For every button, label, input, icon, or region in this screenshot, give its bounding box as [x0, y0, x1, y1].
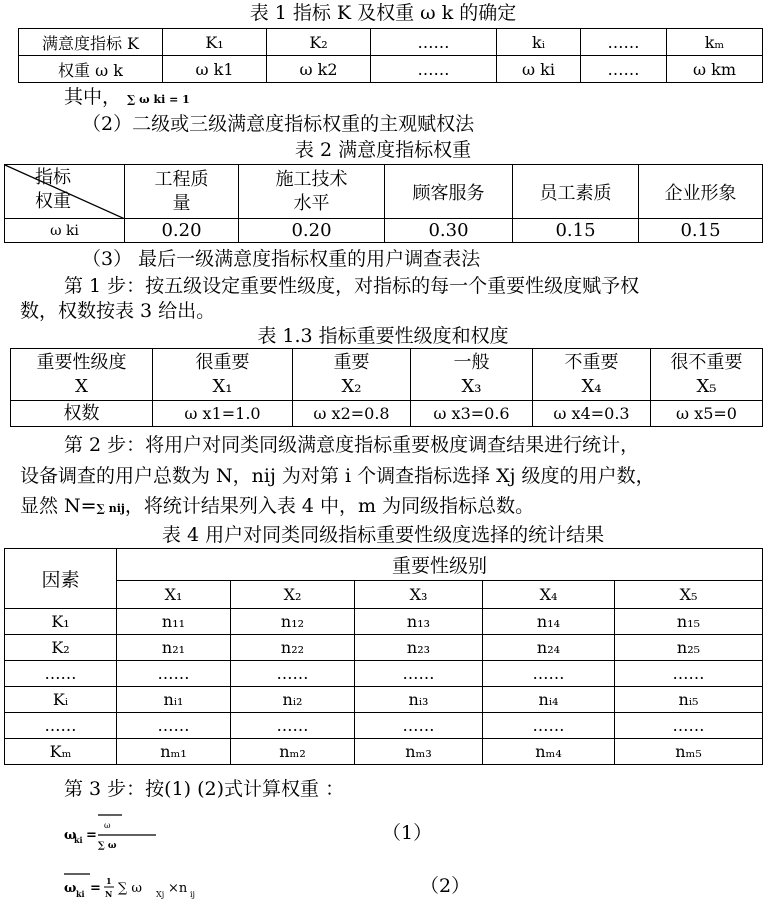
sum-note [64, 86, 190, 111]
table4-cell: Kᵢ [5, 687, 117, 713]
svg-text:×n: ×n [168, 881, 188, 896]
table4-subheader-row [5, 581, 763, 609]
table4-cell: n₁₃ [355, 609, 483, 635]
svg-text:=: = [90, 881, 101, 896]
corner-top-label: 指标 [35, 167, 71, 188]
table4-cell: nᵢ₁ [117, 687, 231, 713]
table1-cell: kₘ [667, 29, 763, 56]
table4-cell: n₁₂ [231, 609, 355, 635]
table4-cell: nₘ₃ [355, 739, 483, 765]
sum-expression: ∑ ω ki = 1 [127, 93, 190, 106]
table-row [5, 609, 763, 635]
table2-value: 0.15 [513, 219, 639, 243]
table4-cell: n₂₂ [231, 635, 355, 661]
table4-cell: …… [5, 713, 117, 739]
table-row [5, 713, 763, 739]
table4-cell: nᵢ₄ [483, 687, 615, 713]
table2-header: 企业形象 [639, 165, 763, 219]
table1-cell: …… [371, 29, 497, 56]
table3-header: 很重要 X₁ [153, 349, 293, 401]
table4-col-header: X₃ [355, 581, 483, 609]
section3-heading: （3） 最后一级满意度指标权重的用户调查表法 [82, 248, 481, 270]
table4-cell: nₘ₄ [483, 739, 615, 765]
table3-header: 不重要 X₄ [533, 349, 651, 401]
table1-cell: …… [581, 29, 667, 56]
table4-cell: n₂₅ [615, 635, 763, 661]
table4-cell: …… [117, 713, 231, 739]
svg-text:Xj: Xj [156, 890, 165, 899]
table4-cell: nₘ₂ [231, 739, 355, 765]
table3-cell: ω x3=0.6 [411, 401, 533, 427]
step2-text: 设备调查的用户总数为 N，nij 为对第 i 个调查指标选择 Xj 级度的用户数， [20, 465, 655, 487]
svg-text:ki: ki [74, 835, 83, 845]
sum-note-label: 其中， [64, 86, 122, 108]
svg-text:∑ ω: ∑ ω [118, 881, 143, 896]
table4-cell: nₘ₁ [117, 739, 231, 765]
table4-cell: …… [231, 661, 355, 687]
table3-weight-row [11, 401, 763, 427]
svg-text:N: N [105, 889, 113, 899]
table2-header: 顾客服务 [385, 165, 513, 219]
table4-cell: …… [355, 713, 483, 739]
table4-cell: n₁₅ [615, 609, 763, 635]
step1-text: 数，权数按表 3 给出。 [20, 300, 216, 322]
table2-value-row [5, 219, 763, 243]
equation2-label: （2） [420, 875, 471, 897]
table3-cell: ω x4=0.3 [533, 401, 651, 427]
step3-text: 第 3 步：按(1) (2)式计算权重 ： [64, 778, 345, 800]
table4-col-header: X₁ [117, 581, 231, 609]
table4-cell: …… [117, 661, 231, 687]
table4-cell: n₁₁ [117, 609, 231, 635]
table4 [4, 548, 763, 765]
table4-cell: K₁ [5, 609, 117, 635]
table1-row-index [19, 29, 763, 56]
table2-value: 0.15 [639, 219, 763, 243]
svg-text:∑ ω: ∑ ω [98, 841, 117, 851]
table1-cell: ω k2 [267, 56, 371, 83]
table2-corner-cell [5, 165, 125, 219]
table4-cell: …… [355, 661, 483, 687]
table2-header: 工程质 量 [125, 165, 239, 219]
table3-header: 很不重要 X₅ [651, 349, 763, 401]
svg-text:ω: ω [64, 828, 77, 843]
table-row [5, 687, 763, 713]
svg-text:ω: ω [64, 881, 77, 896]
step2-text: 第 2 步：将用户对同类同级满意度指标重要极度调查结果进行统计， [64, 434, 640, 456]
table1 [18, 28, 763, 83]
formula2-image [64, 870, 234, 904]
table1-cell: …… [581, 56, 667, 83]
table4-cell: n₂₁ [117, 635, 231, 661]
table3-header: 重要性级度 X [11, 349, 153, 401]
table1-cell: 满意度指标 K [19, 29, 163, 56]
table4-cell: Kₘ [5, 739, 117, 765]
step2-text: 显然 N= [20, 495, 97, 517]
step1-text: 第 1 步：按五级设定重要性级度，对指标的每一个重要性级度赋予权 [64, 275, 640, 297]
table1-cell: K₁ [163, 29, 267, 56]
table3-header-row [11, 349, 763, 401]
svg-text:ω: ω [104, 821, 111, 830]
formula1-image [64, 812, 164, 856]
table2-header: 施工技术 水平 [239, 165, 385, 219]
table4-header-row [5, 549, 763, 581]
table4-cell: …… [483, 713, 615, 739]
table1-cell: kᵢ [497, 29, 581, 56]
equation1-label: （1） [382, 822, 433, 844]
table4-cell: …… [615, 661, 763, 687]
table4-cell: nᵢ₅ [615, 687, 763, 713]
svg-text:1: 1 [106, 876, 112, 886]
table4-group-header: 重要性级别 [117, 549, 763, 581]
table1-cell: ω k1 [163, 56, 267, 83]
table2-value: 0.20 [125, 219, 239, 243]
table4-cell: n₂₄ [483, 635, 615, 661]
table1-caption: 表 1 指标 K 及权重 ω k 的确定 [249, 2, 517, 24]
table1-cell: ω km [667, 56, 763, 83]
table2 [4, 164, 763, 243]
table4-cell: nₘ₅ [615, 739, 763, 765]
table2-row-label: ω ki [5, 219, 125, 243]
table1-cell: ω ki [497, 56, 581, 83]
table2-caption: 表 2 满意度指标权重 [294, 139, 472, 161]
svg-text:ki: ki [76, 889, 85, 899]
table1-cell: K₂ [267, 29, 371, 56]
table-row [5, 661, 763, 687]
table4-cell: …… [615, 713, 763, 739]
table4-col-header: X₂ [231, 581, 355, 609]
table-row [5, 739, 763, 765]
table1-cell: 权重 ω k [19, 56, 163, 83]
table4-col-header: X₄ [483, 581, 615, 609]
table3-cell: ω x2=0.8 [293, 401, 411, 427]
table4-cell: nᵢ₃ [355, 687, 483, 713]
table2-value: 0.30 [385, 219, 513, 243]
table4-cell: …… [5, 661, 117, 687]
table1-cell: …… [371, 56, 497, 83]
table4-cell: …… [483, 661, 615, 687]
table3-cell: ω x5=0 [651, 401, 763, 427]
table2-header-row [5, 165, 763, 219]
table4-cell: n₁₄ [483, 609, 615, 635]
table4-factor-header: 因素 [5, 549, 117, 609]
table4-cell: K₂ [5, 635, 117, 661]
table2-value: 0.20 [239, 219, 385, 243]
sum-expression: ∑ nij [96, 502, 125, 515]
svg-text:ij: ij [190, 890, 196, 899]
step2-text-line3 [20, 495, 534, 520]
table3-header: 一般 X₃ [411, 349, 533, 401]
table-row [5, 635, 763, 661]
table3-caption: 表 1.3 指标重要性级度和权度 [257, 325, 509, 347]
table4-cell: n₂₃ [355, 635, 483, 661]
table3 [10, 348, 763, 427]
table4-cell: …… [231, 713, 355, 739]
svg-text:=: = [86, 828, 97, 843]
table3-cell: 权数 [11, 401, 153, 427]
table3-cell: ω x1=1.0 [153, 401, 293, 427]
table4-col-header: X₅ [615, 581, 763, 609]
table3-header: 重要 X₂ [293, 349, 411, 401]
step2-text: ，将统计结果列入表 4 中，m 为同级指标总数。 [124, 495, 535, 517]
table4-caption: 表 4 用户对同类同级指标重要性级度选择的统计结果 [161, 524, 605, 546]
table1-row-weight [19, 56, 763, 83]
table4-cell: nᵢ₂ [231, 687, 355, 713]
corner-bottom-label: 权重 [35, 191, 71, 212]
table2-header: 员工素质 [513, 165, 639, 219]
section2-heading: （2）二级或三级满意度指标权重的主观赋权法 [82, 113, 475, 135]
